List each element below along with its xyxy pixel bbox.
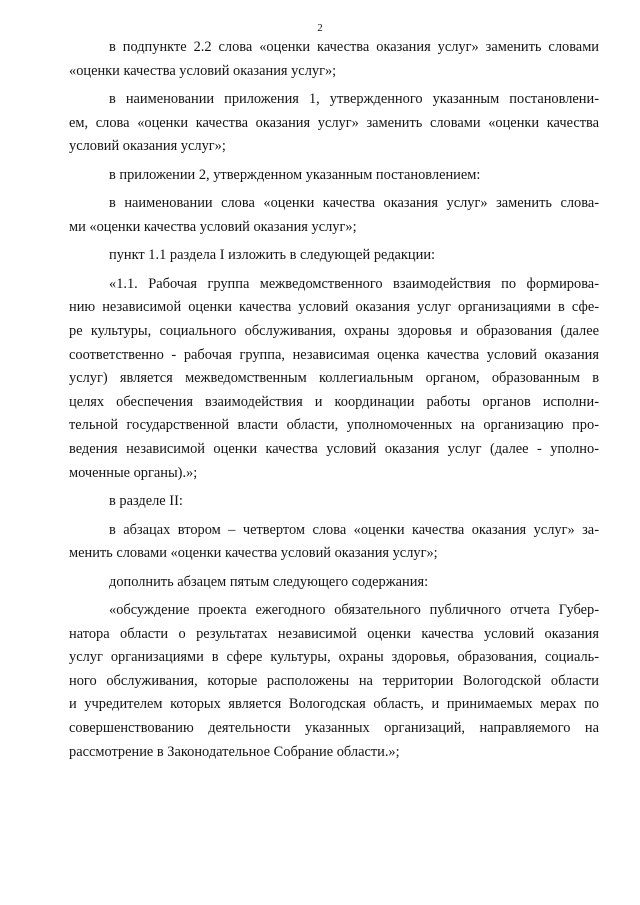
paragraph-line: «1.1. Рабочая группа межведомственного взаимодействия по формирова- (109, 275, 599, 292)
paragraph (69, 273, 599, 485)
paragraph-line: ного обслуживания, которые расположены на территории Вологодской области (69, 672, 599, 689)
paragraph-line: менить словами «оценки качества условий оказания услуг»; (69, 545, 438, 562)
paragraph (69, 490, 599, 514)
paragraph-line: в подпункте 2.2 слова «оценки качества оказания услуг» заменить словами (109, 39, 599, 55)
paragraph-line: в наименовании слова «оценки качества оказания услуг» заменить слова- (109, 195, 599, 212)
paragraph-line: дополнить абзацем пятым следующего содержания: (109, 573, 429, 590)
page-number: 2 (317, 22, 323, 34)
paragraph-line: нию независимой оценки качества условий оказания услуг организациями в сфе- (69, 299, 599, 316)
paragraph (69, 599, 599, 764)
paragraph-line: ем, слова «оценки качества оказания услуг» заменить словами «оценки качества (69, 114, 599, 131)
paragraph-line: «обсуждение проекта ежегодного обязательного публичного отчета Губер- (109, 602, 599, 619)
paragraph-line: тельной государственной власти области, уполномоченных на организацию про- (69, 417, 599, 434)
paragraph-line: в наименовании приложения 1, утвержденного указанным постановлени- (109, 91, 599, 108)
paragraph (69, 164, 599, 188)
paragraph-line: соответственно - рабочая группа, независимая оценка качества условий оказания (69, 346, 599, 363)
paragraph-line: ведения независимой оценки качества условий оказания услуг (далее - уполно- (69, 440, 599, 457)
paragraph-line: целях обеспечения взаимодействия и координации работы органов исполни- (69, 393, 599, 410)
paragraph (69, 88, 599, 159)
paragraph-line: в приложении 2, утвержденном указанным постановлением: (109, 166, 481, 183)
paragraph-line: услуг) является межведомственным коллегиальным органом, образованным в (69, 370, 599, 387)
paragraph-line: ми «оценки качества условий оказания услуг»; (69, 218, 357, 235)
paragraph (69, 571, 599, 595)
paragraph (69, 519, 599, 566)
paragraph (69, 244, 599, 268)
paragraph-line: «оценки качества условий оказания услуг»; (69, 62, 337, 79)
paragraph-line: и учредителем которых является Вологодская область, и принимаемых мерах по (69, 696, 599, 713)
paragraph-line: услуг организациями в сфере культуры, охраны здоровья, образования, социаль- (69, 649, 599, 666)
paragraph-line: совершенствованию деятельности указанных организаций, направляемого на (69, 720, 599, 737)
paragraph-line: ре культуры, социального обслуживания, охраны здоровья и образования (далее (69, 322, 599, 339)
paragraph-line: в абзацах втором – четвертом слова «оценки качества оказания услуг» за- (109, 521, 599, 538)
paragraph (69, 36, 599, 83)
paragraph-line: пункт 1.1 раздела I изложить в следующей редакции: (109, 247, 436, 264)
paragraph-line: моченные органы).»; (69, 464, 198, 481)
paragraph-line: рассмотрение в Законодательное Собрание области.»; (69, 743, 400, 760)
document-body (69, 36, 599, 769)
paragraph-line: в разделе II: (109, 493, 183, 510)
paragraph (69, 192, 599, 239)
paragraph-line: натора области о результатах независимой оценки качества условий оказания (69, 625, 599, 642)
paragraph-line: условий оказания услуг»; (69, 138, 226, 155)
